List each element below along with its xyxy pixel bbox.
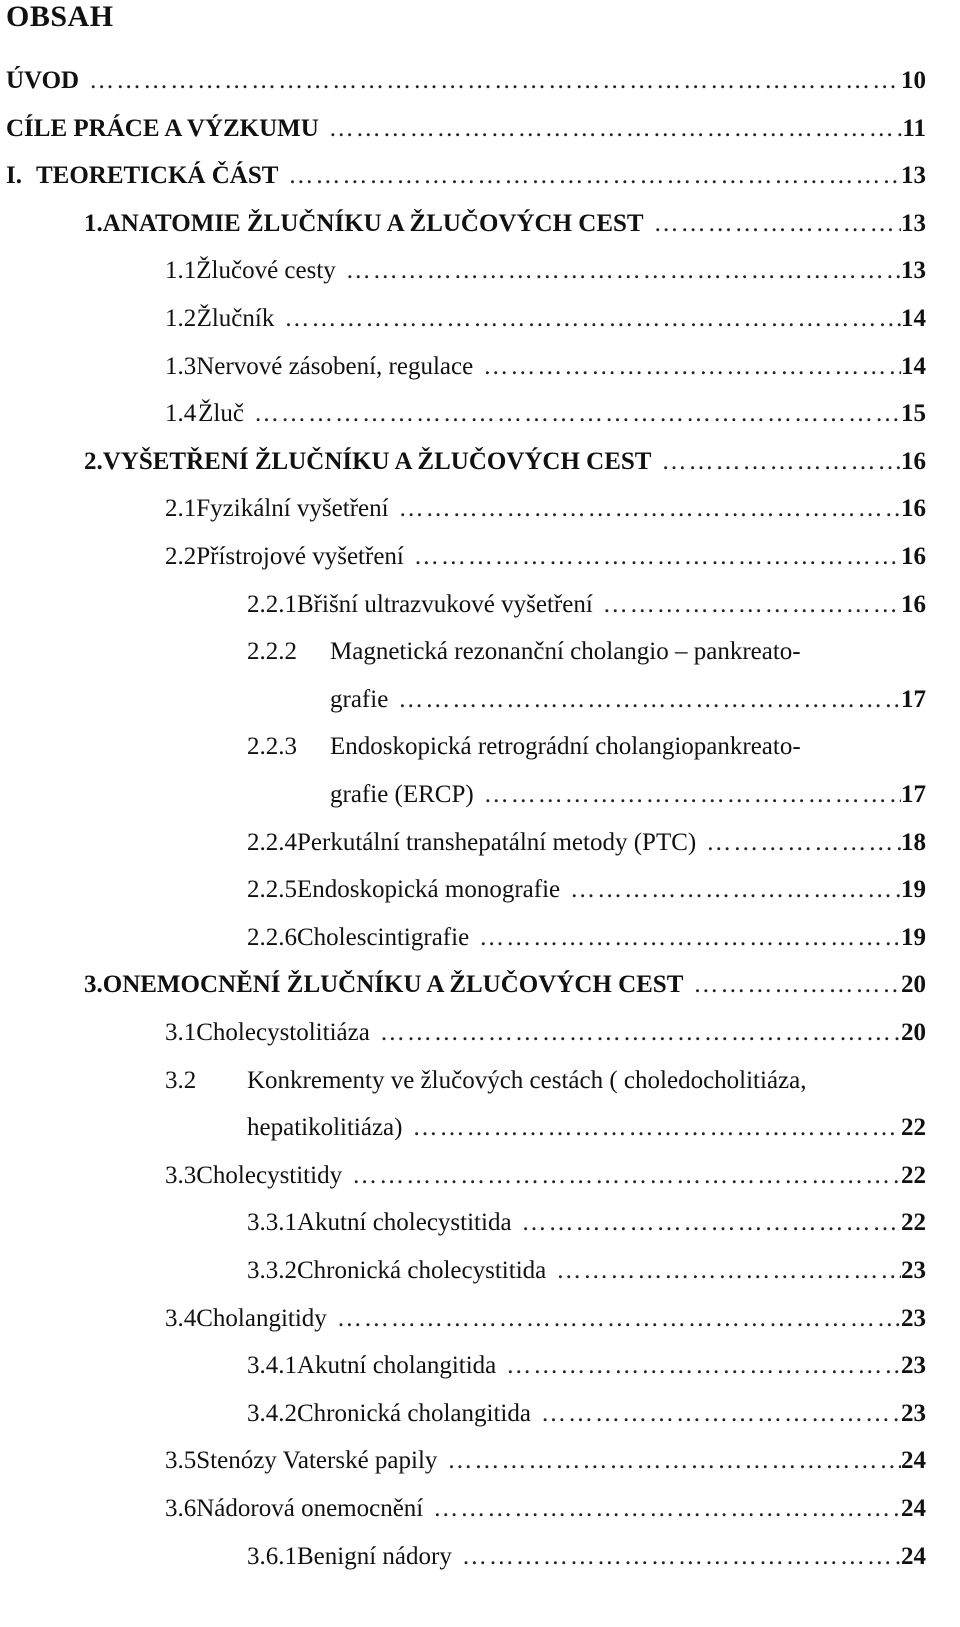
toc-entry-number: 3.6.1 bbox=[247, 1542, 297, 1570]
toc-leader-dots bbox=[79, 61, 901, 101]
toc-leader-dots bbox=[593, 585, 901, 625]
toc-leader-dots bbox=[437, 1441, 901, 1481]
toc-entry[interactable] bbox=[165, 1061, 926, 1101]
toc-entry-number: 2.2.3 bbox=[247, 733, 297, 761]
toc-leader-dots bbox=[474, 775, 901, 815]
toc-leader-dots bbox=[327, 1299, 901, 1339]
toc-entry-title: TEORETICKÁ ČÁST bbox=[35, 162, 279, 190]
toc-entry-page: 22 bbox=[901, 1114, 926, 1142]
toc-entry-number: 2.2 bbox=[165, 543, 197, 570]
toc-entry-title: hepatikolitiáza) bbox=[247, 1114, 403, 1142]
toc-entry-title: Chronická cholecystitida bbox=[297, 1257, 547, 1284]
toc-entry-title: Cholecystitidy bbox=[196, 1161, 343, 1189]
toc-leader-dots bbox=[452, 1537, 901, 1577]
toc-leader-dots bbox=[496, 1346, 901, 1386]
toc-entry[interactable] bbox=[6, 61, 926, 101]
toc-entry-number: ÚVOD bbox=[6, 67, 80, 94]
toc-entry-page: 16 bbox=[901, 590, 926, 618]
toc-entry-number: CÍLE PRÁCE A VÝZKUMU bbox=[6, 114, 319, 142]
toc-entry[interactable] bbox=[247, 870, 926, 910]
toc-entry-number: 2.2.5 bbox=[247, 876, 297, 904]
toc-entry-page: 19 bbox=[901, 876, 926, 904]
toc-entry[interactable] bbox=[330, 775, 926, 815]
toc-entry-page: 23 bbox=[901, 1257, 926, 1284]
toc-entry-page: 18 bbox=[901, 828, 926, 856]
toc-entry-page: 20 bbox=[901, 1019, 926, 1046]
toc-entry[interactable] bbox=[247, 1346, 926, 1386]
toc-entry-page: 17 bbox=[901, 781, 926, 808]
toc-entry-page: 22 bbox=[901, 1209, 926, 1237]
toc-entry[interactable] bbox=[330, 680, 926, 720]
toc-entry-page: 15 bbox=[901, 400, 926, 428]
toc-leader-dots bbox=[388, 680, 901, 720]
toc-entry-number: 1. bbox=[84, 209, 103, 237]
toc-entry-number: 2.2.4 bbox=[247, 828, 297, 856]
toc-leader-dots bbox=[531, 1394, 901, 1434]
toc-entry[interactable] bbox=[247, 585, 926, 625]
toc-entry-title: grafie bbox=[330, 685, 389, 713]
toc-entry[interactable] bbox=[247, 1537, 926, 1577]
toc-leader-dots bbox=[402, 1108, 901, 1148]
toc-entry-title: ONEMOCNĚNÍ ŽLUČNÍKU A ŽLUČOVÝCH CEST bbox=[102, 971, 684, 999]
toc-entry-page: 13 bbox=[901, 257, 926, 285]
toc-entry[interactable] bbox=[165, 1489, 926, 1529]
toc-entry-title: Benigní nádory bbox=[297, 1542, 452, 1570]
toc-entry[interactable] bbox=[84, 204, 926, 244]
toc-entry-page: 16 bbox=[901, 447, 926, 475]
toc-entry[interactable] bbox=[165, 1299, 926, 1339]
toc-entry-page: 14 bbox=[901, 305, 926, 332]
toc-entry-number: 1.4 bbox=[165, 400, 197, 428]
toc-entry[interactable] bbox=[247, 727, 926, 767]
toc-entry-number: 2. bbox=[84, 447, 103, 475]
toc-entry-title: Nádorová onemocnění bbox=[196, 1495, 424, 1522]
toc-entry-number: 2.2.2 bbox=[247, 638, 297, 666]
toc-entry-number: 3.4 bbox=[165, 1304, 197, 1332]
toc-leader-dots bbox=[370, 1013, 901, 1053]
toc-entry-title: Akutní cholangitida bbox=[297, 1352, 497, 1380]
toc-entry-number: 3.4.2 bbox=[247, 1399, 297, 1427]
toc-entry[interactable] bbox=[165, 489, 926, 529]
toc-leader-dots bbox=[244, 394, 901, 434]
toc-entry-title: Endoskopická retrográdní cholangiopankreato- bbox=[330, 733, 801, 761]
toc-leader-dots bbox=[274, 299, 901, 339]
toc-leader-dots bbox=[423, 1489, 901, 1529]
toc-entry-title: Konkrementy ve žlučových cestách ( choledocholitiáza, bbox=[247, 1066, 807, 1094]
toc-leader-dots bbox=[560, 870, 901, 910]
toc-entry-number: 3. bbox=[84, 971, 103, 999]
toc-entry[interactable] bbox=[165, 394, 926, 434]
toc-entry-page: 22 bbox=[901, 1161, 926, 1189]
toc-entry-number: 2.2.6 bbox=[247, 923, 297, 951]
page-title: OBSAH bbox=[6, 0, 114, 33]
toc-entry-page: 13 bbox=[901, 209, 926, 237]
toc-leader-dots bbox=[319, 109, 903, 149]
toc-entry-page: 11 bbox=[902, 114, 926, 142]
toc-leader-dots bbox=[651, 442, 901, 482]
toc-entry[interactable] bbox=[247, 918, 926, 958]
toc-entry-title: Nervové zásobení, regulace bbox=[196, 352, 474, 380]
toc-leader-dots bbox=[404, 537, 901, 577]
toc-entry-title: Magnetická rezonanční cholangio – pankreato- bbox=[330, 638, 801, 666]
toc-entry-number: 3.3.1 bbox=[247, 1209, 297, 1237]
toc-entry[interactable] bbox=[165, 1013, 926, 1053]
toc-leader-dots bbox=[644, 204, 901, 244]
toc-entry[interactable] bbox=[165, 1156, 926, 1196]
toc-entry-page: 23 bbox=[901, 1304, 926, 1332]
toc-entry[interactable] bbox=[84, 965, 926, 1005]
toc-leader-dots bbox=[389, 489, 901, 529]
toc-entry[interactable] bbox=[6, 109, 926, 149]
toc-entry-title: Cholecystolitiáza bbox=[196, 1019, 370, 1046]
toc-entry-page: 16 bbox=[901, 495, 926, 523]
toc-entry-number: 1.2 bbox=[165, 305, 197, 332]
toc-entry[interactable] bbox=[247, 1394, 926, 1434]
toc-entry[interactable] bbox=[247, 1108, 926, 1148]
toc-entry-title: Akutní cholecystitida bbox=[297, 1209, 512, 1237]
toc-entry[interactable] bbox=[247, 632, 926, 672]
toc-entry[interactable] bbox=[165, 347, 926, 387]
toc-entry-number: 2.2.1 bbox=[247, 590, 297, 618]
toc-entry-title: grafie (ERCP) bbox=[330, 781, 474, 808]
toc-leader-dots bbox=[546, 1251, 901, 1291]
toc-entry-page: 24 bbox=[901, 1542, 926, 1570]
toc-entry-title: Cholangitidy bbox=[196, 1304, 327, 1332]
toc-entry-title: Přístrojové vyšetření bbox=[196, 543, 404, 570]
toc-entry-title: Žlučník bbox=[196, 305, 275, 332]
toc-entry-number: I. bbox=[6, 162, 22, 190]
toc-entry-title: Žluč bbox=[198, 400, 244, 428]
toc-entry-page: 14 bbox=[901, 352, 926, 380]
toc-entry-title: Cholescintigrafie bbox=[297, 923, 470, 951]
toc-leader-dots bbox=[278, 156, 901, 196]
toc-leader-dots bbox=[336, 251, 901, 291]
toc-entry-page: 23 bbox=[901, 1399, 926, 1427]
toc-entry-number: 3.5 bbox=[165, 1447, 197, 1475]
toc-leader-dots bbox=[342, 1156, 901, 1196]
toc-entry-number: 1.3 bbox=[165, 352, 197, 380]
toc-entry-number: 3.6 bbox=[165, 1495, 197, 1522]
toc-entry-page: 24 bbox=[901, 1495, 926, 1522]
toc-entry[interactable] bbox=[165, 251, 926, 291]
toc-entry-title: Perkutální transhepatální metody (PTC) bbox=[297, 828, 697, 856]
toc-entry[interactable] bbox=[247, 1203, 926, 1243]
toc-entry-page: 23 bbox=[901, 1352, 926, 1380]
toc-entry-title: VYŠETŘENÍ ŽLUČNÍKU A ŽLUČOVÝCH CEST bbox=[102, 447, 652, 475]
toc-entry[interactable] bbox=[84, 442, 926, 482]
toc-entry-page: 16 bbox=[901, 543, 926, 570]
toc-entry-page: 10 bbox=[901, 67, 926, 94]
toc-entry-page: 20 bbox=[901, 971, 926, 999]
toc-entry-number: 3.2 bbox=[165, 1066, 197, 1094]
toc-entry-number: 3.1 bbox=[165, 1019, 197, 1046]
toc-entry-page: 17 bbox=[901, 685, 926, 713]
toc-entry-number: 3.4.1 bbox=[247, 1352, 297, 1380]
toc-entry-title: Břišní ultrazvukové vyšetření bbox=[297, 590, 593, 618]
toc-entry-title: Stenózy Vaterské papily bbox=[196, 1447, 438, 1475]
toc-leader-dots bbox=[469, 918, 901, 958]
toc-entry-number: 1.1 bbox=[165, 257, 197, 285]
toc-entry[interactable] bbox=[165, 299, 926, 339]
toc-leader-dots bbox=[683, 965, 901, 1005]
toc-entry[interactable] bbox=[247, 1251, 926, 1291]
toc-entry[interactable] bbox=[247, 823, 926, 863]
toc-entry-page: 19 bbox=[901, 923, 926, 951]
toc-entry-title: ANATOMIE ŽLUČNÍKU A ŽLUČOVÝCH CEST bbox=[102, 209, 644, 237]
toc-entry-title: Endoskopická monografie bbox=[297, 876, 561, 904]
toc-entry[interactable] bbox=[165, 1441, 926, 1481]
toc-entry[interactable] bbox=[6, 156, 926, 196]
toc-entry-number: 3.3.2 bbox=[247, 1257, 297, 1284]
toc-leader-dots bbox=[473, 347, 901, 387]
toc-leader-dots bbox=[696, 823, 901, 863]
toc-leader-dots bbox=[512, 1203, 901, 1243]
toc-entry-number: 3.3 bbox=[165, 1161, 197, 1189]
toc-entry-page: 13 bbox=[901, 162, 926, 190]
toc-entry-title: Chronická cholangitida bbox=[297, 1399, 531, 1427]
toc-entry[interactable] bbox=[165, 537, 926, 577]
toc-entry-page: 24 bbox=[901, 1447, 926, 1475]
toc-entry-number: 2.1 bbox=[165, 495, 197, 523]
toc-entry-title: Fyzikální vyšetření bbox=[196, 495, 389, 523]
toc-entry-title: Žlučové cesty bbox=[196, 257, 336, 285]
